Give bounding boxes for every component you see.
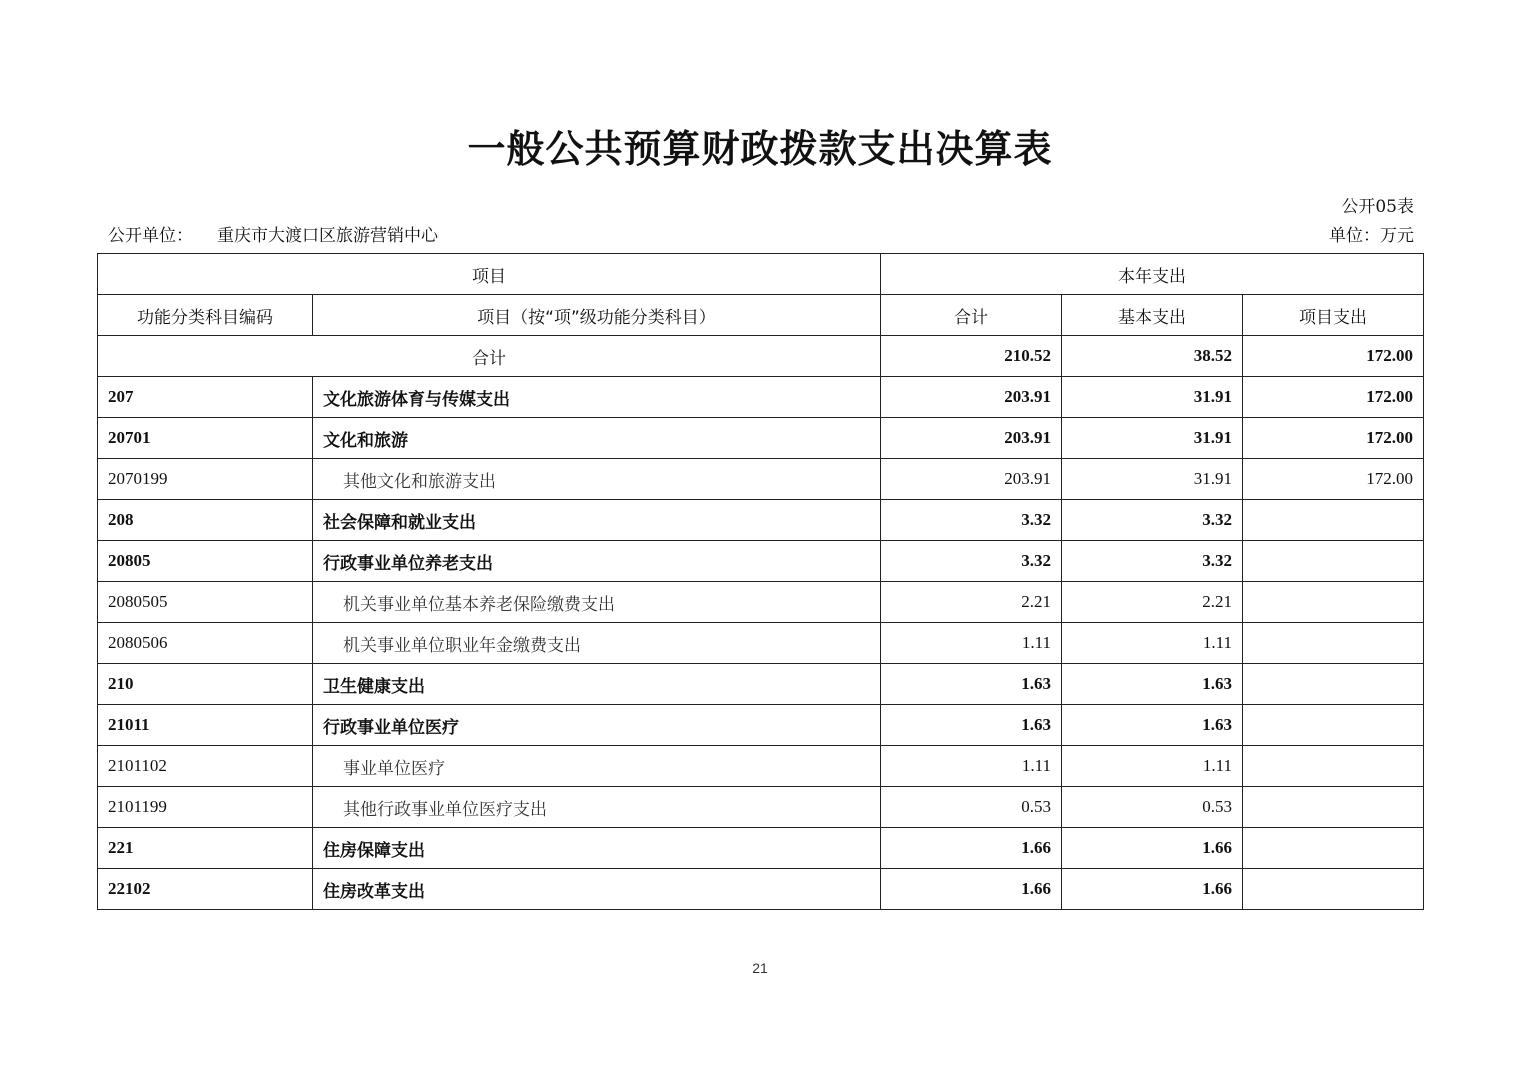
row-basic: 1.63 [1062, 664, 1243, 705]
row-project: 172.00 [1243, 418, 1424, 459]
row-project [1243, 787, 1424, 828]
row-code: 22102 [98, 869, 313, 910]
row-total: 203.91 [881, 418, 1062, 459]
row-name: 机关事业单位职业年金缴费支出 [313, 623, 881, 664]
row-basic: 0.53 [1062, 787, 1243, 828]
row-basic: 1.66 [1062, 828, 1243, 869]
table-row [98, 664, 1424, 705]
row-code: 208 [98, 500, 313, 541]
row-code: 210 [98, 664, 313, 705]
row-project [1243, 582, 1424, 623]
row-basic: 1.66 [1062, 869, 1243, 910]
table-row [98, 418, 1424, 459]
row-project [1243, 541, 1424, 582]
row-code: 221 [98, 828, 313, 869]
row-code: 2080506 [98, 623, 313, 664]
page-number: 21 [752, 960, 768, 976]
table-row [98, 541, 1424, 582]
row-name: 机关事业单位基本养老保险缴费支出 [313, 582, 881, 623]
row-total: 1.11 [881, 746, 1062, 787]
row-project [1243, 705, 1424, 746]
total-row [98, 336, 1424, 377]
row-basic: 1.11 [1062, 746, 1243, 787]
form-number: 公开05表 [1341, 197, 1414, 217]
row-name: 社会保障和就业支出 [313, 500, 881, 541]
row-total: 1.63 [881, 705, 1062, 746]
expenditure-table [97, 253, 1424, 910]
total-row-project: 172.00 [1243, 336, 1424, 377]
row-name: 行政事业单位医疗 [313, 705, 881, 746]
header-row-bottom [98, 295, 1424, 336]
table-row [98, 828, 1424, 869]
row-project: 172.00 [1243, 459, 1424, 500]
row-basic: 2.21 [1062, 582, 1243, 623]
row-name: 行政事业单位养老支出 [313, 541, 881, 582]
row-total: 203.91 [881, 459, 1062, 500]
row-name: 卫生健康支出 [313, 664, 881, 705]
row-project [1243, 500, 1424, 541]
total-row-total: 210.52 [881, 336, 1062, 377]
reporting-unit [108, 221, 438, 246]
row-project [1243, 869, 1424, 910]
table-row [98, 623, 1424, 664]
row-code: 2101199 [98, 787, 313, 828]
row-code: 2070199 [98, 459, 313, 500]
header-project: 项目支出 [1243, 295, 1424, 336]
row-total: 1.63 [881, 664, 1062, 705]
reporting-unit-name: 重庆市大渡口区旅游营销中心 [217, 226, 438, 246]
row-basic: 1.11 [1062, 623, 1243, 664]
header-current-year: 本年支出 [881, 254, 1424, 295]
row-basic: 1.63 [1062, 705, 1243, 746]
table-row [98, 582, 1424, 623]
row-code: 20805 [98, 541, 313, 582]
row-name: 文化旅游体育与传媒支出 [313, 377, 881, 418]
table-row [98, 705, 1424, 746]
currency-unit: 单位：万元 [1329, 226, 1414, 246]
row-name: 文化和旅游 [313, 418, 881, 459]
header-code: 功能分类科目编码 [98, 295, 313, 336]
row-project [1243, 664, 1424, 705]
table-row [98, 746, 1424, 787]
total-row-label: 合计 [98, 336, 881, 377]
row-basic: 31.91 [1062, 459, 1243, 500]
row-name: 住房保障支出 [313, 828, 881, 869]
header-name: 项目（按“项”级功能分类科目） [313, 295, 881, 336]
row-code: 2101102 [98, 746, 313, 787]
row-code: 20701 [98, 418, 313, 459]
row-total: 3.32 [881, 500, 1062, 541]
row-name: 其他行政事业单位医疗支出 [313, 787, 881, 828]
header-item: 项目 [98, 254, 881, 295]
table-row [98, 787, 1424, 828]
row-code: 21011 [98, 705, 313, 746]
row-code: 207 [98, 377, 313, 418]
row-basic: 31.91 [1062, 377, 1243, 418]
row-total: 2.21 [881, 582, 1062, 623]
reporting-unit-label: 公开单位： [108, 226, 193, 246]
row-name: 事业单位医疗 [313, 746, 881, 787]
row-basic: 3.32 [1062, 500, 1243, 541]
table-row [98, 869, 1424, 910]
row-name: 其他文化和旅游支出 [313, 459, 881, 500]
row-project [1243, 828, 1424, 869]
row-total: 0.53 [881, 787, 1062, 828]
page-title: 一般公共预算财政拨款支出决算表 [467, 127, 1053, 171]
row-basic: 3.32 [1062, 541, 1243, 582]
row-project [1243, 746, 1424, 787]
row-name: 住房改革支出 [313, 869, 881, 910]
header-row-top [98, 254, 1424, 295]
table-row [98, 500, 1424, 541]
total-row-basic: 38.52 [1062, 336, 1243, 377]
row-total: 3.32 [881, 541, 1062, 582]
row-total: 1.66 [881, 828, 1062, 869]
table-row [98, 377, 1424, 418]
header-basic: 基本支出 [1062, 295, 1243, 336]
header-total: 合计 [881, 295, 1062, 336]
row-total: 203.91 [881, 377, 1062, 418]
row-basic: 31.91 [1062, 418, 1243, 459]
table-row [98, 459, 1424, 500]
row-code: 2080505 [98, 582, 313, 623]
row-total: 1.66 [881, 869, 1062, 910]
row-total: 1.11 [881, 623, 1062, 664]
row-project: 172.00 [1243, 377, 1424, 418]
row-project [1243, 623, 1424, 664]
